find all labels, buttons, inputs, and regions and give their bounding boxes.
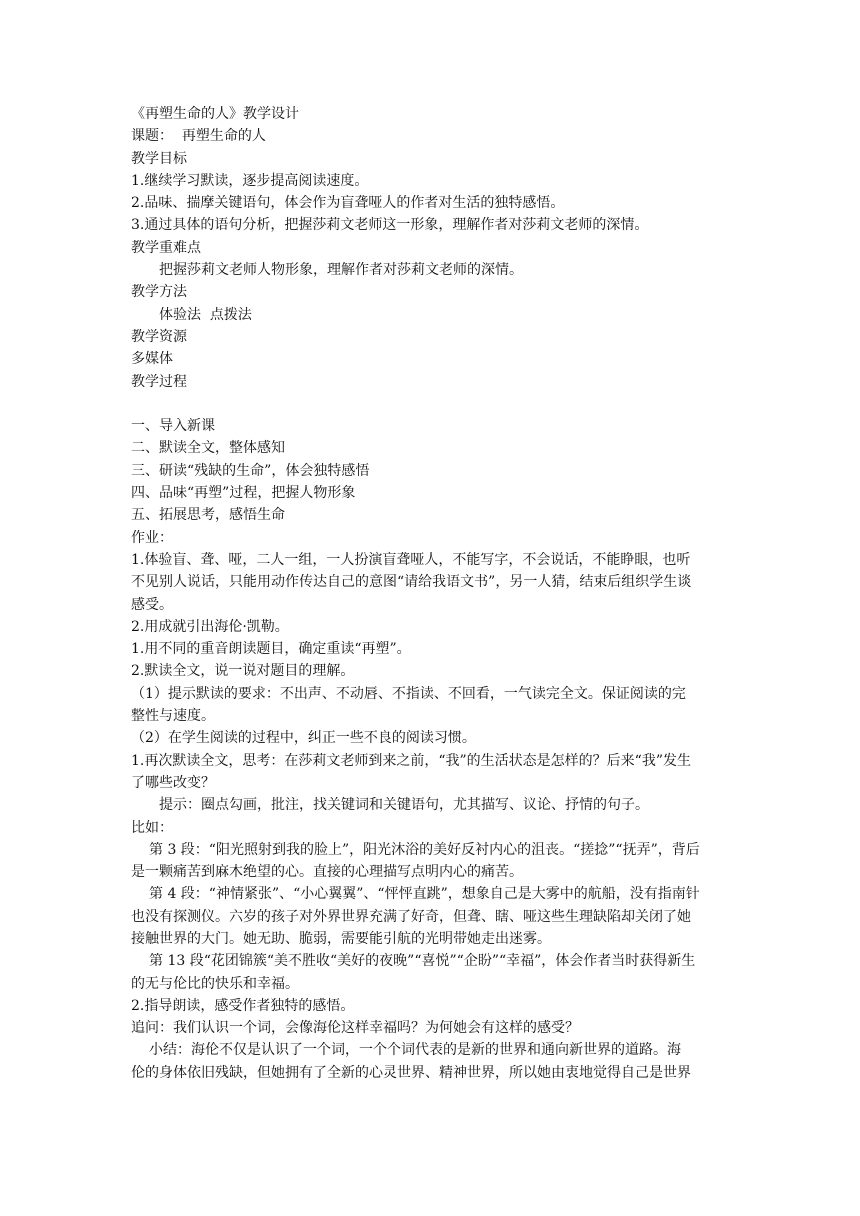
method-text: 体验法 点拨法: [159, 306, 252, 323]
paragraph-line: 了哪些改变？: [131, 774, 215, 791]
paragraph-line: 追问：我们认识一个词，会像海伦这样幸福吗？为何她会有这样的感受？: [131, 1020, 579, 1037]
paragraph-line: 提示：圈点勾画，批注，找关键词和关键语句，尤其描写、议论、抒情的句子。: [159, 797, 649, 814]
paragraph-line: 感受。: [131, 596, 173, 613]
blank-line: [131, 393, 733, 415]
document-title: 《再塑生命的人》教学设计: [131, 106, 299, 122]
paragraph-line: 1.再次默读全文，思考：在莎莉文老师到来之前，“我”的生活状态是怎样的？后来“我”发生: [131, 752, 691, 769]
process-step: 二、默读全文，整体感知: [131, 440, 285, 457]
goal-item: 2.品味、揣摩关键语句，体会作为盲聋哑人的作者对生活的独特感悟。: [131, 195, 565, 212]
paragraph-line: 1.体验盲、聋、哑，二人一组，一人扮演盲聋哑人，不能写字，不会说话，不能睁眼，也听: [131, 551, 691, 568]
goal-item: 1.继续学习默读，逐步提高阅读速度。: [131, 172, 369, 189]
paragraph-line: 也没有探测仪。六岁的孩子对外界世界充满了好奇，但聋、瞎、哑这些生理缺陷却关闭了她: [131, 908, 691, 925]
lesson-topic: 课题： 再塑生命的人: [131, 128, 266, 145]
goals-heading: 教学目标: [131, 150, 187, 167]
process-step: 一、导入新课: [131, 418, 215, 435]
paragraph-line: 第 4 段：“神情紧张”、“小心翼翼”、“怦怦直跳”，想象自己是大雾中的航船，没有指南针: [149, 886, 700, 903]
homework-heading: 作业：: [131, 529, 173, 546]
key-points-text: 把握莎莉文老师人物形象，理解作者对莎莉文老师的深情。: [159, 262, 523, 279]
process-heading: 教学过程: [131, 373, 187, 390]
paragraph-line: 的无与伦比的快乐和幸福。: [131, 975, 299, 992]
document-page: [131, 103, 733, 1084]
paragraph-line: 不见别人说话，只能用动作传达自己的意图“请给我语文书”，另一人猜，结束后组织学生谈: [131, 574, 692, 591]
process-step: 五、拓展思考，感悟生命: [131, 507, 285, 524]
paragraph-line: 2.用成就引出海伦·凯勒。: [131, 618, 289, 635]
paragraph-line: （1）提示默读的要求：不出声、不动唇、不指读、不回看，一气读完全文。保证阅读的完: [131, 685, 686, 702]
resource-heading: 教学资源: [131, 328, 187, 345]
paragraph-line: 小结：海伦不仅是认识了一个词，一个个词代表的是新的世界和通向新世界的道路。海: [149, 1042, 681, 1059]
paragraph-line: 1.用不同的重音朗读题目，确定重读“再塑”。: [131, 641, 411, 658]
resource-text: 多媒体: [131, 351, 173, 368]
paragraph-line: 第 3 段：“阳光照射到我的脸上”，阳光沐浴的美好反衬内心的沮丧。“搓捻”“抚弄”，背后: [149, 841, 700, 858]
paragraph-line: 接触世界的大门。她无助、脆弱，需要能引航的光明带她走出迷雾。: [131, 930, 551, 947]
goal-item: 3.通过具体的语句分析，把握莎莉文老师这一形象，理解作者对莎莉文老师的深情。: [131, 217, 649, 234]
paragraph-line: 2.默读全文，说一说对题目的理解。: [131, 663, 355, 680]
paragraph-line: 第 13 段“花团锦簇“美不胜收“美好的夜晚”“喜悦”“企盼”“幸福”，体会作者当时获得新生: [149, 953, 696, 970]
paragraph-line: 是一颗痛苦到麻木绝望的心。直接的心理描写点明内心的痛苦。: [131, 864, 523, 881]
process-step: 四、品味“再塑”过程，把握人物形象: [131, 485, 356, 502]
paragraph-line: 2.指导朗读，感受作者独特的感悟。: [131, 997, 355, 1014]
paragraph-line: （2）在学生阅读的过程中，纠正一些不良的阅读习惯。: [131, 730, 476, 747]
method-heading: 教学方法: [131, 284, 187, 301]
paragraph-line: 伦的身体依旧残缺，但她拥有了全新的心灵世界、精神世界，所以她由衷地觉得自己是世界: [131, 1064, 691, 1081]
paragraph-line: 整性与速度。: [131, 708, 215, 725]
process-step: 三、研读“残缺的生命”，体会独特感悟: [131, 462, 370, 479]
key-points-heading: 教学重难点: [131, 239, 201, 256]
paragraph-line: 比如：: [131, 819, 173, 836]
